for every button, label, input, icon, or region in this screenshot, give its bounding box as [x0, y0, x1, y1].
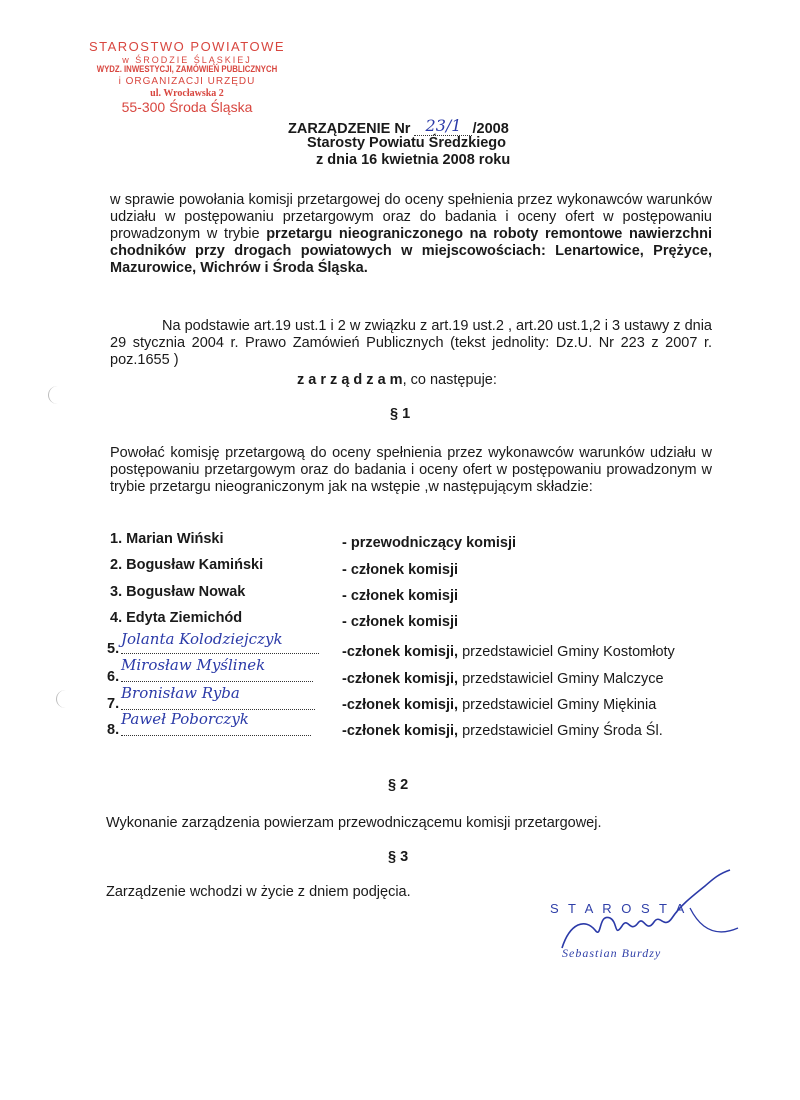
punch-hole: [56, 690, 75, 708]
decree-issuer: Starosty Powiatu Średzkiego: [307, 135, 507, 151]
section-2-heading: § 2: [388, 777, 409, 793]
member-name: 1. Marian Wiński: [110, 531, 224, 547]
stamp-line-6: 55-300 Środa Śląska: [121, 99, 253, 116]
member-number: 6.: [107, 669, 120, 685]
section-3-heading: § 3: [388, 849, 409, 865]
member-role: -członek komisji,: [342, 723, 459, 739]
member-role: -członek komisji,: [342, 697, 459, 713]
member-handwritten-name: Bronisław Ryba: [121, 684, 315, 710]
member-role: - członek komisji: [342, 562, 459, 578]
member-handwritten-name: Jolanta Kolodziejczyk: [121, 630, 319, 654]
section-1-heading: § 1: [390, 406, 411, 422]
signature-title: S T A R O S T A: [550, 901, 688, 916]
member-role-line: [342, 697, 656, 713]
member-role: - członek komisji: [342, 614, 459, 630]
stamp-line-4: i ORGANIZACJI URZĘDU: [118, 76, 256, 88]
stamp-line-5: ul. Wrocławska 2: [150, 87, 224, 99]
title-prefix: ZARZĄDZENIE Nr: [288, 121, 411, 137]
stamp-line-2: w ŚRODZIE ŚLĄSKIEJ: [122, 54, 252, 65]
member-handwritten-name: Paweł Poborczyk: [121, 710, 311, 736]
decree-date: z dnia 16 kwietnia 2008 roku: [316, 152, 511, 168]
member-affiliation: przedstawiciel Gminy Miękinia: [458, 697, 657, 713]
decree-statement: [297, 372, 497, 388]
subject-bold: przetargu nieograniczonego na roboty remontowe nawierzchni chodników przy drogach powiatowych w miejscowościach: Lenartowice, Prężyce, Mazurowice, Wichrów i Środa Śląska.: [110, 226, 712, 276]
decree-rest: , co następuje:: [402, 372, 497, 388]
member-role-line: [342, 644, 675, 660]
member-role: - członek komisji: [342, 588, 459, 604]
stamp-line-3: WYDZ. INWESTYCJI, ZAMÓWIEŃ PUBLICZNYCH: [96, 64, 278, 76]
member-role: -członek komisji,: [342, 671, 459, 687]
member-name: 2. Bogusław Kamiński: [110, 557, 264, 573]
decree-number: 23/1: [414, 116, 472, 136]
section-2-text: Wykonanie zarządzenia powierzam przewodniczącemu komisji przetargowej.: [106, 815, 602, 831]
signature-name-stamp: Sebastian Burdzy: [562, 946, 662, 960]
member-number: 8.: [107, 722, 120, 738]
member-handwritten-name: Mirosław Myślinek: [121, 656, 313, 682]
member-role-line: [342, 723, 663, 739]
signature-block: [540, 868, 760, 978]
punch-hole: [48, 386, 67, 404]
member-role: - przewodniczący komisji: [342, 535, 517, 551]
subject-paragraph: [110, 192, 712, 277]
member-affiliation: przedstawiciel Gminy Malczyce: [458, 671, 664, 687]
member-affiliation: przedstawiciel Gminy Kostomłoty: [458, 644, 675, 660]
member-name: 4. Edyta Ziemichód: [110, 610, 243, 626]
member-number: 5.: [107, 641, 120, 657]
section-1-text: Powołać komisję przetargową do oceny spełnienia przez wykonawców warunków udziału w postępowaniu przetargowym oraz do badania i oceny ofert w postępowaniu prowadzonym w trybie przetargu nieograniczonym jak na wstępie ,w następującym składzie:: [110, 445, 712, 495]
member-name: 3. Bogusław Nowak: [110, 584, 246, 600]
legal-basis: Na podstawie art.19 ust.1 i 2 w związku z art.19 ust.2 , art.20 ust.1,2 i 3 ustawy z dnia 29 stycznia 2004 r. Prawo Zamówień Publicznych (tekst jednolity: Dz.U. Nr 223 z 2007 r. poz.1655 ): [110, 318, 712, 368]
member-affiliation: przedstawiciel Gminy Środa Śl.: [458, 723, 663, 739]
handwritten-signature: [540, 868, 760, 978]
member-role: -członek komisji,: [342, 644, 459, 660]
office-stamp: [72, 40, 302, 140]
subject-text: w sprawie powołania komisji przetargowej do oceny spełnienia przez wykonawców warunków udziału w postępowaniu przetargowym oraz do badania i oceny ofert w postępowaniu prowadzonym w trybie: [110, 192, 712, 242]
title-suffix: /2008: [472, 121, 509, 137]
member-role-line: [342, 671, 664, 687]
stamp-line-1: STAROSTWO POWIATOWE: [88, 39, 286, 54]
section-3-text: Zarządzenie wchodzi w życie z dniem podjęcia.: [106, 884, 411, 900]
member-number: 7.: [107, 696, 120, 712]
decree-bold: z a r z ą d z a m: [297, 372, 403, 388]
